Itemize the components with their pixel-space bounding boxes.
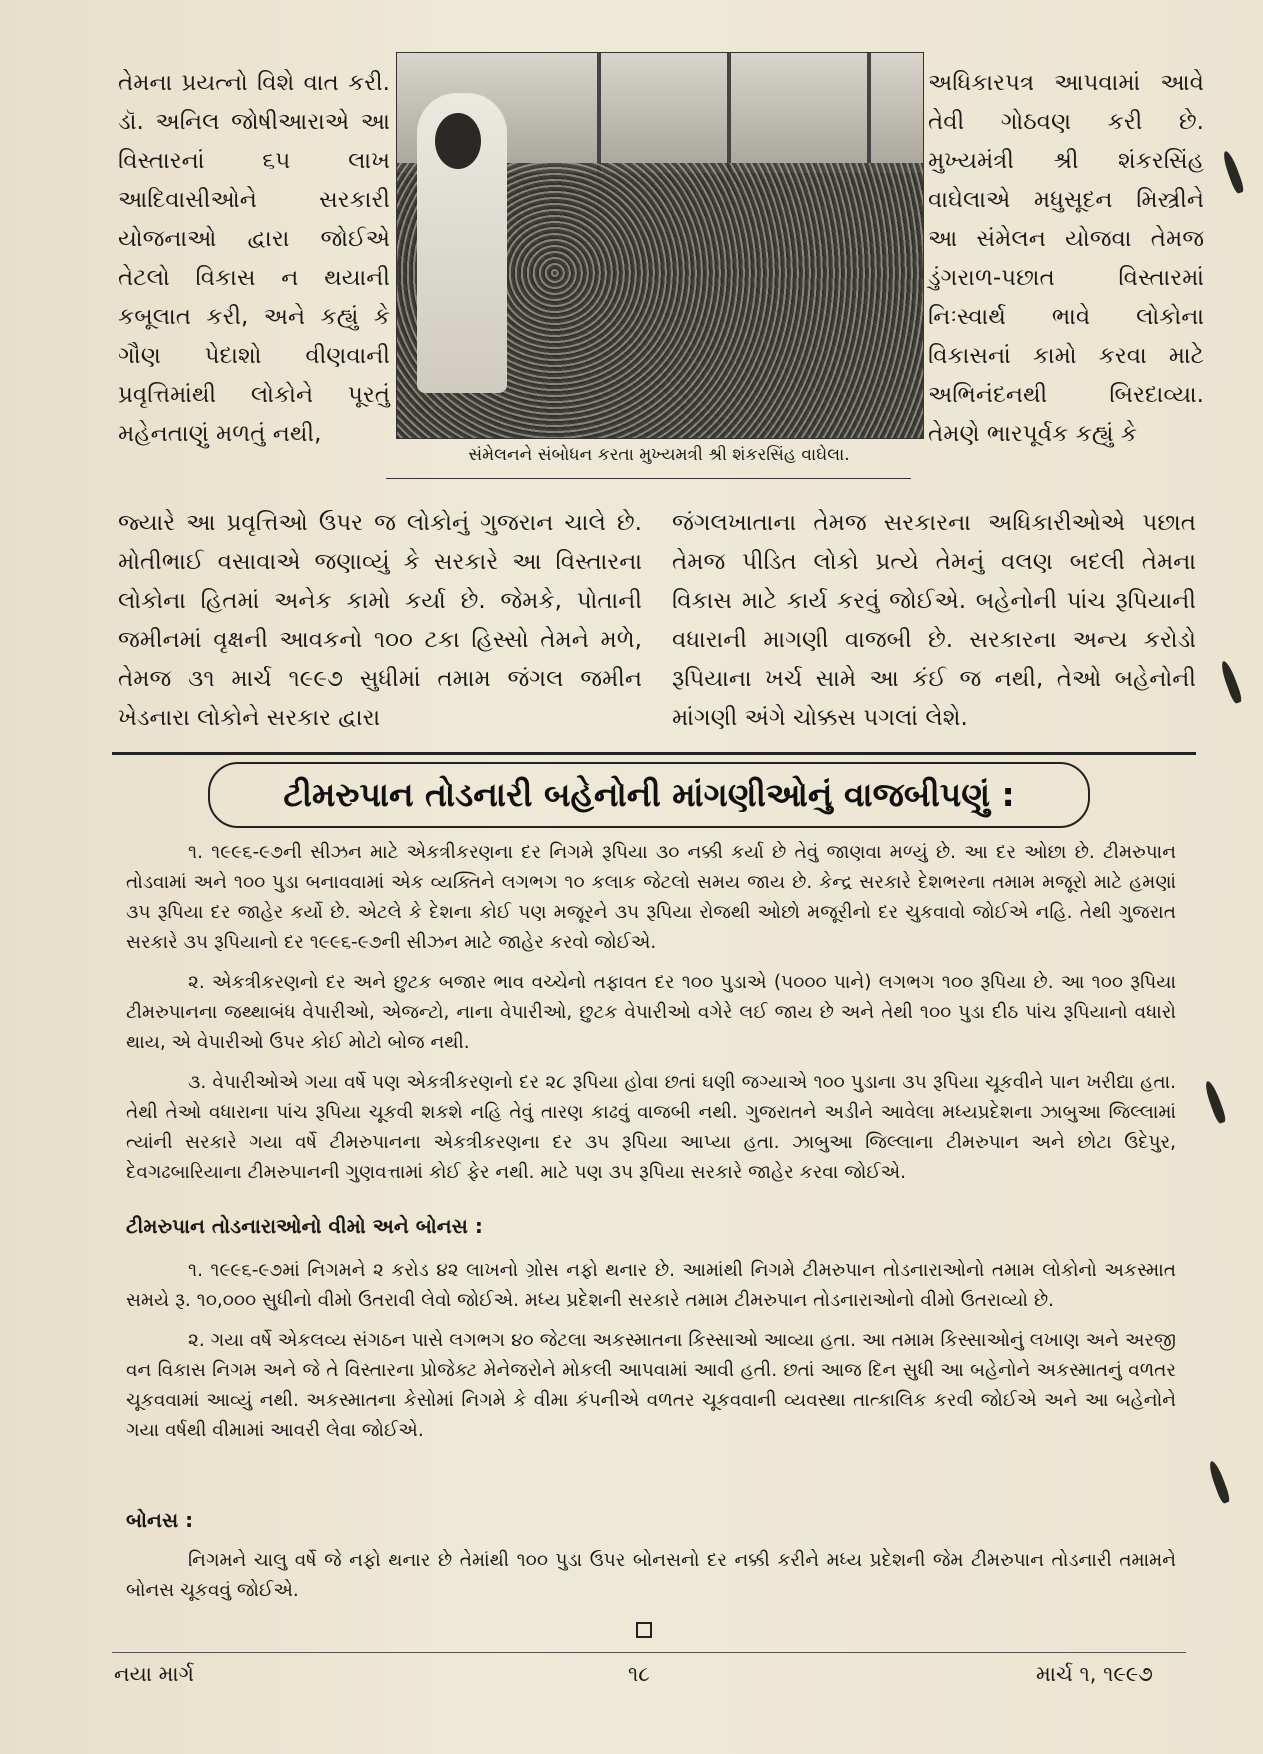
- bonus-heading: બોનસ :: [126, 1508, 194, 1532]
- left-column-bottom: જ્યારે આ પ્રવૃત્તિઓ ઉપર જ લોકોનું ગુજરાન ચાલે છે. મોતીભાઈ વસાવાએ જણાવ્યું કે સરકારે આ વિસ્તારના લોકોના હિતમાં અનેક કામો કર્યા છે. જેમકે, પોતાની જમીનમાં વૃક્ષની આવકનો ૧૦૦ ટકા હિસ્સો તેમને મળે, તેમજ ૩૧ માર્ચ ૧૯૯૭ સુધીમાં તમામ જંગલ જમીન ખેડનારા લોકોને સરકાર દ્વારા: [118, 510, 642, 731]
- demand-paragraph-1: ૧. ૧૯૯૬-૯૭ની સીઝન માટે એકત્રીકરણના દર નિગમે રૂપિયા ૩૦ નક્કી કર્યા છે તેવું જાણવા મળ્યું છે. આ દર ઓછા છે. ટીમરુપાન તોડવામાં અને ૧૦૦ પુડા બનાવવામાં એક વ્યક્તિને લગભગ ૧૦ કલાક જેટલો સમય જાય છે. કેન્દ્ર સરકારે દેશભરના તમામ મજૂરો માટે હમણાં ૩૫ રૂપિયા દર જાહેર કર્યો છે. એટલે કે દેશના કોઈ પણ મજૂરને ૩૫ રૂપિયા રોજથી ઓછો મજૂરીનો દર ચુકવાવો જોઈએ નહિ. તેથી ગુજરાત સરકારે ૩૫ રૂપિયાનો દર ૧૯૯૬-૯૭ની સીઝન માટે જાહેર કરવો જોઈએ.: [126, 842, 1176, 953]
- page-tear-mark: [1221, 150, 1245, 195]
- page-tear-mark: [1203, 1080, 1227, 1125]
- footer-publication: નયા માર્ગ: [114, 1662, 194, 1686]
- footer-divider: [112, 1652, 1186, 1653]
- bonus-paragraph: નિગમને ચાલુ વર્ષે જે નફો થનાર છે તેમાંથી ૧૦૦ પુડા ઉપર બોનસનો દર નક્કી કરીને મધ્ય પ્રદેશની જેમ ટીમરુપાન તોડનારી તમામને બોનસ ચૂકવવું જોઈએ.: [126, 1550, 1176, 1601]
- right-column-top: અધિકારપત્ર આપવામાં આવે તેવી ગોઠવણ કરી છે. મુખ્યમંત્રી શ્રી શંકરસિંહ વાઘેલાએ મધુસૂદન મિસ્ત્રીને આ સંમેલન યોજવા તેમજ ડુંગરાળ-પછાત વિસ્તારમાં નિઃસ્વાર્થ ભાવે લોકોના વિકાસનાં કામો કરવા માટે અભિનંદનથી બિરદાવ્યા. તેમણે ભારપૂર્વક કહ્યું કે: [928, 70, 1204, 447]
- end-mark-icon: [636, 1622, 652, 1638]
- page-tear-mark: [1219, 660, 1243, 705]
- insurance-paragraph-2: ૨. ગયા વર્ષે એકલવ્ય સંગઠન પાસે લગભગ ૪૦ જેટલા અકસ્માતના કિસ્સાઓ આવ્યા હતા. આ તમામ કિસ્સાઓનું લખાણ અને અરજી વન વિકાસ નિગમ અને જે તે વિસ્તારના પ્રોજેક્ટ મેનેજરોને મોકલી આપવામાં આવી હતી. છતાં આજ દિન સુધી આ બહેનોને અકસ્માતનું વળતર ચૂકવવામાં આવ્યું નથી. અકસ્માતના કેસોમાં નિગમે કે વીમા કંપનીએ વળતર ચૂકવવાની વ્યવસ્થા તાત્કાલિક કરવી જોઈએ અને આ બહેનોને ગયા વર્ષથી વીમામાં આવરી લેવા જોઈએ.: [126, 1330, 1176, 1441]
- demands-paragraphs: [126, 838, 1176, 1188]
- footer-date: માર્ચ ૧, ૧૯૯૭: [1036, 1662, 1153, 1686]
- photo-caption: સંમેલનને સંબોધન કરતા મુખ્યમત્રી શ્રી શંકરસિંહ વાઘેલા.: [468, 445, 850, 465]
- right-column-bottom: જંગલખાતાના તેમજ સરકારના અધિકારીઓએ પછાત તેમજ પીડિત લોકો પ્રત્યે તેમનું વલણ બદલી તેમના વિકાસ માટે કાર્ય કરવું જોઈએ. બહેનોની પાંચ રૂપિયાની વધારાની માગણી વાજબી છે. સરકારના અન્ય કરોડો રૂપિયાના ખર્ચ સામે આ કંઈ જ નથી, તેઓ બહેનોની માંગણી અંગે ચોક્કસ પગલાં લેશે.: [672, 510, 1196, 731]
- demand-paragraph-2: ૨. એકત્રીકરણનો દર અને છુટક બજાર ભાવ વચ્ચેનો તફાવત દર ૧૦૦ પુડાએ (૫૦૦૦ પાને) લગભગ ૧૦૦ રૂપિયા છે. આ ૧૦૦ રૂપિયા ટીમરુપાનના જથ્થાબંધ વેપારીઓ, એજન્ટો, નાના વેપારીઓ, છુટક વેપારીઓ વગેરે લઈ જાય છે અને તેથી ૧૦૦ પુડા દીઠ પાંચ રૂપિયાનો વધારો થાય, એ વેપારીઓ ઉપર કોઈ મોટો બોજ નથી.: [126, 972, 1176, 1053]
- insurance-paragraph-1: ૧. ૧૯૯૬-૯૭માં નિગમને ૨ કરોડ ૪૨ લાખનો ગ્રોસ નફો થનાર છે. આમાંથી નિગમે ટીમરુપાન તોડનારાઓનો તમામ લોકોનો અકસ્માત સમયે રૂ. ૧૦,૦૦૦ સુધીનો વીમો ઉતરાવી લેવો જોઈએ. મધ્ય પ્રદેશની સરકારે તમામ ટીમરુપાન તોડનારાઓનો વીમો ઉતરાવ્યો છે.: [126, 1260, 1176, 1311]
- section-divider: [112, 752, 1196, 755]
- section-heading: [208, 762, 1090, 828]
- insurance-heading: ટીમરુપાન તોડનારાઓનો વીમો અને બોનસ :: [126, 1214, 483, 1238]
- footer-page-number: ૧૮: [628, 1662, 650, 1686]
- page-tear-mark: [1207, 1460, 1231, 1505]
- demand-paragraph-3: ૩. વેપારીઓએ ગયા વર્ષે પણ એકત્રીકરણનો દર ૨૮ રૂપિયા હોવા છતાં ઘણી જગ્યાએ ૧૦૦ પુડાના ૩૫ રૂપિયા ચૂકવીને પાન ખરીદ્યા હતા. તેથી તેઓ વધારાના પાંચ રૂપિયા ચૂકવી શકશે નહિ તેવું તારણ કાઢવું વાજબી નથી. ગુજરાતને અડીને આવેલા મધ્યપ્રદેશના ઝાબુઆ જિલ્લામાં ત્યાંની સરકારે ગયા વર્ષે ટીમરુપાનના એકત્રીકરણના દર ૩૫ રૂપિયા આપ્યા હતા. ઝાબુઆ જિલ્લાના ટીમરુપાન અને છોટા ઉદેપુર, દેવગઢબારિયાના ટીમરુપાનની ગુણવત્તામાં કોઈ ફેર નથી. માટે પણ ૩૫ રૂપિયા સરકારે જાહેર કરવા જોઈએ.: [126, 1072, 1176, 1183]
- insurance-paragraphs: [126, 1256, 1176, 1446]
- bonus-paragraphs: [126, 1546, 1176, 1606]
- caption-divider: [386, 478, 911, 479]
- left-column-top: તેમના પ્રયત્નો વિશે વાત કરી. ડૉ. અનિલ જોષીઆરાએ આ વિસ્તારનાં ૬૫ લાખ આદિવાસીઓને સરકારી યોજનાઓ દ્વારા જોઈએ તેટલો વિકાસ ન થયાની કબૂલાત કરી, અને કહ્યું કે ગૌણ પેદાશો વીણવાની પ્રવૃત્તિમાંથી લોકોને પૂરતું મહેનતાણું મળતું નથી,: [118, 70, 390, 447]
- rally-photo: [396, 52, 924, 439]
- section-heading-text: ટીમરુપાન તોડનારી બહેનોની માંગણીઓનું વાજબીપણું :: [283, 775, 1015, 814]
